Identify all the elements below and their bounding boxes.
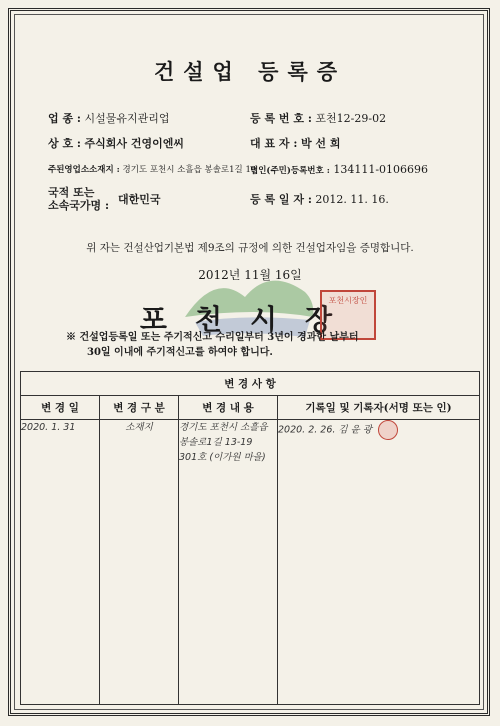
row-date: 2020. 1. 31 bbox=[21, 420, 100, 705]
row-content-line-2: 봉솔로1길 13-19 bbox=[179, 437, 253, 448]
seal-text: 포천시장인 bbox=[328, 296, 368, 305]
col-change-content: 변 경 내 용 bbox=[179, 396, 278, 420]
corp-no-label: 법인(주민)등록번호 : bbox=[250, 166, 330, 176]
notice-line-1: ※ 건설업등록일 또는 주기적신고 수리일부터 3년이 경과한 날부터 bbox=[66, 332, 359, 343]
notice-line-2: 30일 이내에 주기적신고를 하여야 합니다. bbox=[87, 347, 273, 358]
rep-label: 대 표 자 : bbox=[250, 137, 298, 150]
signature-stamp-icon bbox=[378, 420, 398, 440]
nationality-label-2: 소속국가명 : bbox=[48, 199, 110, 212]
issue-date: 2012년 11월 16일 bbox=[198, 268, 302, 282]
row-record-text: 2020. 2. 26. 김 윤 광 bbox=[278, 424, 372, 436]
reg-date-field bbox=[250, 191, 389, 207]
nationality-field bbox=[48, 186, 109, 212]
company-value: 주식회사 건영이엔씨 bbox=[84, 137, 184, 150]
col-change-type: 변 경 구 분 bbox=[100, 396, 179, 420]
address-value: 경기도 포천시 소흘읍 봉솔로1길 19 bbox=[122, 165, 257, 175]
reg-date-value: 2012. 11. 16. bbox=[315, 193, 389, 206]
industry-field bbox=[48, 110, 170, 126]
changes-section-header: 변 경 사 항 bbox=[21, 372, 480, 396]
notice bbox=[66, 330, 446, 360]
reg-no-value: 포천12-29-02 bbox=[315, 112, 387, 125]
address-label: 주된영업소소재지 : bbox=[48, 165, 120, 175]
col-record: 기록일 및 기록자(서명 또는 인) bbox=[278, 396, 480, 420]
address-field bbox=[48, 163, 256, 175]
reg-date-label: 등 록 일 자 : bbox=[250, 193, 312, 206]
row-content bbox=[179, 420, 278, 705]
rep-value: 박 선 희 bbox=[300, 137, 341, 150]
certification-text: 위 자는 건설산업기본법 제9조의 규정에 의한 건설업자임을 증명합니다. bbox=[86, 242, 414, 254]
industry-label: 업 종 : bbox=[48, 112, 81, 125]
row-content-line-3: 301호 (이가원 마을) bbox=[179, 452, 266, 463]
corp-no-field bbox=[250, 163, 428, 176]
row-content-line-1: 경기도 포천시 소흘읍 bbox=[179, 422, 268, 433]
document-title: 건설업 등록증 bbox=[153, 59, 347, 84]
row-type: 소재지 bbox=[100, 420, 179, 705]
table-row bbox=[21, 420, 480, 705]
issuer-name: 포천시장 bbox=[139, 303, 361, 336]
rep-field bbox=[250, 135, 340, 151]
nationality-value: 대한민국 bbox=[118, 193, 161, 206]
company-field bbox=[48, 135, 184, 151]
col-change-date: 변 경 일 bbox=[21, 396, 100, 420]
reg-no-label: 등 록 번 호 : bbox=[250, 112, 312, 125]
corp-no-value: 134111-0106696 bbox=[333, 163, 429, 176]
changes-table bbox=[20, 371, 480, 705]
nationality-label-1: 국적 또는 bbox=[48, 186, 95, 199]
row-record bbox=[278, 420, 480, 705]
reg-no-field bbox=[250, 110, 386, 126]
company-label: 상 호 : bbox=[48, 137, 81, 150]
industry-value: 시설물유지관리업 bbox=[84, 112, 170, 125]
